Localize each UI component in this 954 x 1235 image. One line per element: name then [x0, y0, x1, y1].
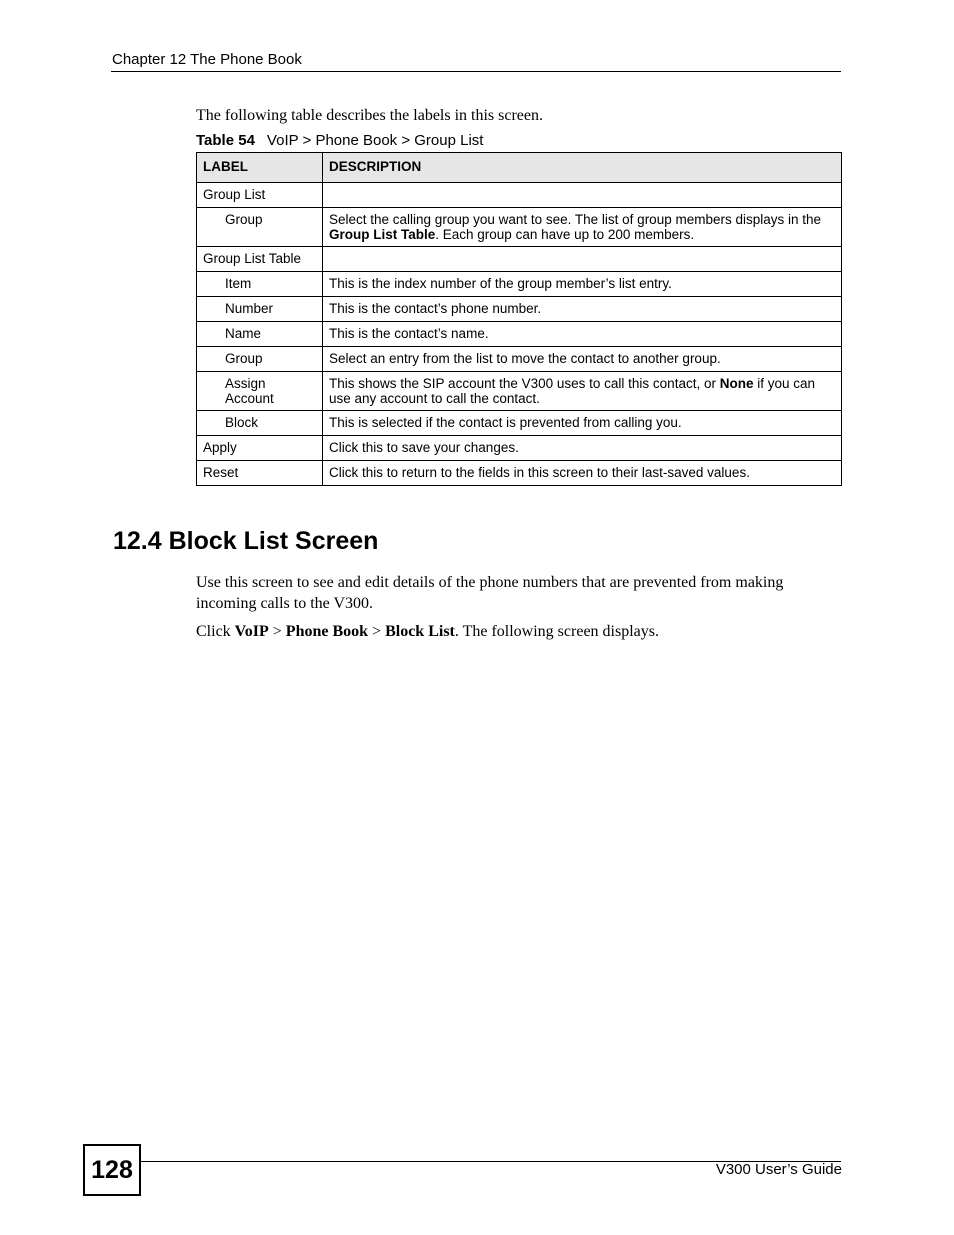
row-label: Group List: [197, 183, 323, 208]
description-text: . Each group can have up to 200 members.: [435, 227, 695, 242]
row-label: Group: [197, 208, 323, 247]
row-label: Number: [197, 297, 323, 322]
running-header: Chapter 12 The Phone Book: [112, 51, 302, 68]
header-divider: [111, 71, 841, 72]
table-caption: [196, 132, 483, 149]
label-description-table: [196, 152, 842, 486]
row-description: [323, 372, 842, 411]
row-label: Group List Table: [197, 247, 323, 272]
description-text: This shows the SIP account the V300 uses to call this contact, or: [329, 376, 720, 391]
instruction-text: Click: [196, 623, 235, 640]
row-description: This is the contact’s phone number.: [323, 297, 842, 322]
row-description: Click this to return to the fields in this screen to their last-saved values.: [323, 461, 842, 486]
table-header-row: [197, 153, 842, 183]
description-bold: None: [719, 376, 754, 391]
table-row: [197, 461, 842, 486]
row-description: This is the index number of the group member’s list entry.: [323, 272, 842, 297]
path-separator: >: [368, 623, 386, 640]
row-description: [323, 208, 842, 247]
row-description: Click this to save your changes.: [323, 436, 842, 461]
description-bold: Group List Table: [329, 227, 436, 242]
row-label: Assign Account: [197, 372, 323, 411]
description-text: Select the calling group you want to see. The list of group members displays in the: [329, 212, 822, 227]
row-label: Block: [197, 411, 323, 436]
menu-path-block-list: Block List: [385, 623, 455, 640]
menu-path-phone-book: Phone Book: [285, 623, 369, 640]
menu-path-voip: VoIP: [234, 623, 269, 640]
table-row: [197, 297, 842, 322]
instruction-text: . The following screen displays.: [454, 623, 659, 640]
column-header-description: DESCRIPTION: [323, 153, 842, 183]
row-description: [323, 247, 842, 272]
intro-text: The following table describes the labels in this screen.: [196, 107, 544, 124]
description-text: if you can use any account to call the contact.: [329, 376, 816, 406]
row-description: Select an entry from the list to move the contact to another group.: [323, 347, 842, 372]
table-row: [197, 208, 842, 247]
table-row: [197, 411, 842, 436]
table-title: VoIP > Phone Book > Group List: [266, 132, 484, 149]
table-row: [197, 272, 842, 297]
row-label: Apply: [197, 436, 323, 461]
section-heading: 12.4 Block List Screen: [113, 527, 379, 555]
page-number: 128: [83, 1144, 141, 1196]
row-label: Reset: [197, 461, 323, 486]
navigation-instruction: [196, 621, 836, 642]
table-row: [197, 183, 842, 208]
row-label: Group: [197, 347, 323, 372]
row-label: Name: [197, 322, 323, 347]
row-description: [323, 183, 842, 208]
table-row: [197, 247, 842, 272]
row-label: Item: [197, 272, 323, 297]
section-paragraph: Use this screen to see and edit details of the phone numbers that are prevented from making incoming calls to the V300.: [196, 574, 784, 612]
table-number: Table 54: [196, 132, 255, 149]
table-row: [197, 347, 842, 372]
path-separator: >: [268, 623, 286, 640]
table-row: [197, 322, 842, 347]
table-row: [197, 372, 842, 411]
table-row: [197, 436, 842, 461]
row-description: This is the contact’s name.: [323, 322, 842, 347]
column-header-label: LABEL: [197, 153, 323, 183]
row-description: This is selected if the contact is prevented from calling you.: [323, 411, 842, 436]
running-footer: V300 User’s Guide: [715, 1161, 842, 1178]
